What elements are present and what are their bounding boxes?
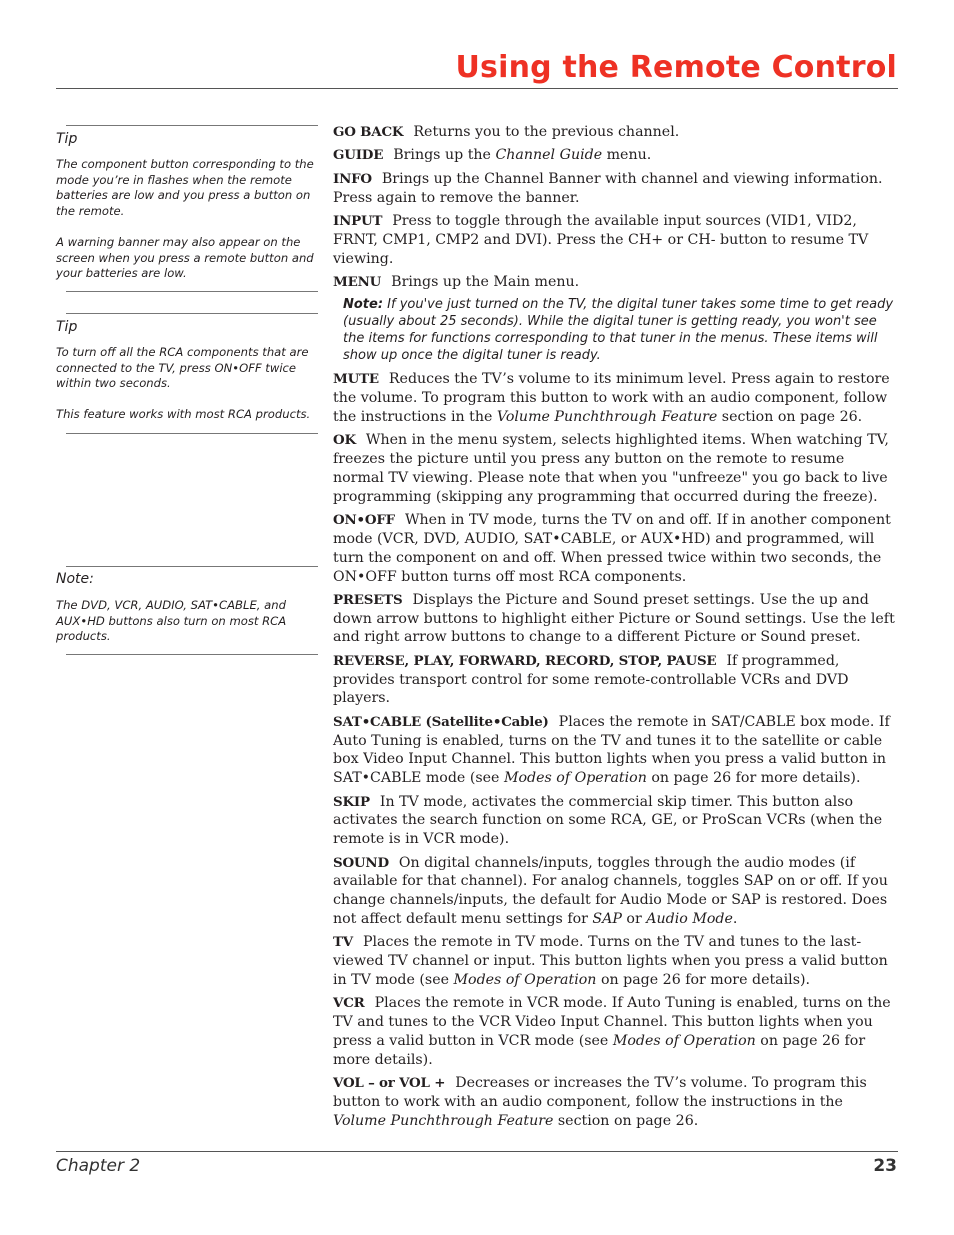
button-entry — [333, 652, 898, 708]
button-description: Places the remote in VCR mode. If Auto Tuning is enabled, turns on the TV and tunes to the VCR Video Input Channel. This button lights when you press a valid button in VCR mode (see — [333, 995, 891, 1049]
note-label: Note: — [343, 297, 384, 313]
button-description: section on page 26. — [553, 1112, 699, 1129]
button-entry — [333, 146, 898, 165]
reference-title: SAP — [592, 911, 622, 928]
page-number: 23 — [873, 1156, 897, 1176]
divider — [66, 291, 318, 292]
tip-paragraph: The component button corresponding to the mode you’re in flashes when the remote batteries are low and you press a button on the remote. — [56, 157, 314, 218]
digital-tuner-note — [343, 296, 898, 364]
tip-paragraph: To turn off all the RCA components that are connected to the TV, press ON•OFF twice within two seconds. — [56, 345, 309, 391]
note-heading: Note: — [56, 571, 94, 587]
button-term: GUIDE — [333, 147, 384, 164]
button-term: VCR — [333, 995, 365, 1012]
button-entry — [333, 994, 898, 1069]
button-term: SOUND — [333, 854, 389, 871]
button-description: or — [621, 911, 647, 928]
divider — [66, 433, 318, 434]
reference-title: Volume Punchthrough Feature — [333, 1112, 554, 1129]
button-description: On digital channels/inputs, toggles through the audio modes (if available for that channel). For analog channels, toggles SAP on or off. If you change channels/inputs, the default for Audio Mode or SAP is restored. Does not affect default menu settings for — [333, 854, 888, 928]
button-term: INPUT — [333, 212, 383, 229]
button-description: section on page 26. — [717, 408, 863, 425]
main-content — [333, 123, 898, 1135]
button-term: TV — [333, 934, 353, 951]
button-entry — [333, 511, 898, 586]
tip-body — [56, 157, 318, 297]
button-term: INFO — [333, 170, 372, 187]
button-term: ON•OFF — [333, 512, 395, 529]
button-description: on page 26 for more details). — [333, 1032, 866, 1068]
button-description: Reduces the TV’s volume to its minimum level. Press again to restore the volume. To program this button to work with an audio component, follow the instructions in the — [333, 371, 890, 425]
button-entry — [333, 273, 898, 292]
button-description: When in the menu system, selects highlighted items. When watching TV, freezes the picture until you press any button on the remote to resume normal TV viewing. Please note that when you "unfreeze" you go back to live programming (skipping any programming that occurred during the freeze). — [333, 432, 889, 505]
reference-title: Modes of Operation — [503, 770, 647, 787]
button-entry — [333, 854, 898, 929]
note-paragraph: The DVD, VCR, AUDIO, SAT•CABLE, and AUX•HD buttons also turn on most RCA products. — [56, 598, 287, 644]
button-entry — [333, 1074, 898, 1130]
button-term: REVERSE, PLAY, FORWARD, RECORD, STOP, PAUSE — [333, 652, 717, 669]
button-description: If programmed, provides transport control for some remote-controllable VCRs and DVD players. — [333, 652, 849, 707]
button-description: Decreases or increases the TV’s volume. To program this button to work with an audio component, follow the instructions in the — [333, 1075, 867, 1110]
tip-heading: Tip — [56, 131, 78, 147]
reference-title: Channel Guide — [495, 147, 603, 164]
button-entry — [333, 793, 898, 849]
button-description: Brings up the Channel Banner with channel and viewing information. Press again to remove the banner. — [333, 170, 883, 206]
reference-title: Volume Punchthrough Feature — [496, 408, 718, 425]
chapter-label: Chapter 2 — [56, 1156, 141, 1176]
button-description: Displays the Picture and Sound preset settings. Use the up and down arrow buttons to highlight either Picture or Sound settings. Use the left and right arrow buttons to change to a different Picture or Sound preset. — [333, 591, 895, 646]
button-description: Places the remote in TV mode. Turns on the TV and tunes to the last-viewed TV channel or input. This button lights when you press a valid button in TV mode (see — [333, 934, 888, 988]
button-term: PRESETS — [333, 591, 403, 608]
button-description: on page 26 for more details). — [646, 770, 861, 787]
divider — [66, 125, 318, 126]
button-description: Returns you to the previous channel. — [413, 124, 680, 140]
button-term: MUTE — [333, 371, 379, 388]
divider — [66, 566, 318, 567]
note-body — [56, 598, 318, 660]
tip-heading: Tip — [56, 319, 78, 335]
note-box — [56, 566, 318, 655]
button-description: Brings up the Main menu. — [391, 273, 580, 290]
button-entry — [333, 713, 898, 788]
reference-title: Modes of Operation — [612, 1032, 756, 1049]
button-description: . — [732, 911, 738, 928]
footer-divider — [56, 1151, 898, 1152]
button-entry — [333, 431, 898, 506]
button-entry — [333, 170, 898, 208]
button-entry — [333, 370, 898, 426]
divider — [66, 654, 318, 655]
button-term: SKIP — [333, 793, 370, 810]
button-entry — [333, 933, 898, 989]
tip-box-2 — [56, 313, 318, 434]
tip-body — [56, 345, 318, 439]
divider — [66, 313, 318, 314]
button-term: GO BACK — [333, 124, 404, 140]
button-description: Places the remote in SAT/CABLE box mode. If Auto Tuning is enabled, turns on the TV and tunes it to the satellite or cable box Video Input Channel. This button lights when you press a valid button in SAT•CABLE mode (see — [333, 713, 890, 787]
page-title: Using the Remote Control — [455, 50, 897, 85]
reference-title: Modes of Operation — [453, 972, 597, 988]
button-entry — [333, 591, 898, 647]
title-divider — [56, 88, 898, 89]
tip-paragraph: This feature works with most RCA products. — [56, 407, 311, 422]
button-term: OK — [333, 432, 356, 449]
tip-paragraph: A warning banner may also appear on the screen when you press a remote button and your batteries are low. — [56, 234, 314, 281]
button-term: SAT•CABLE (Satellite•Cable) — [333, 713, 549, 730]
button-term: MENU — [333, 273, 382, 290]
button-term: VOL – or VOL + — [333, 1075, 446, 1092]
reference-title: Audio Mode — [646, 911, 733, 928]
button-description: Press to toggle through the available input sources (VID1, VID2, FRNT, CMP1, CMP2 and DVI). Press the CH+ or CH- button to resume TV viewing. — [333, 212, 869, 267]
note-text: If you've just turned on the TV, the digital tuner takes some time to get ready (usually about 25 seconds). While the digital tuner is getting ready, you won't see the items for functions corresponding to that tuner in the menus. These items will show up once the digital tuner is ready. — [343, 297, 894, 364]
button-entry — [333, 212, 898, 268]
button-description: In TV mode, activates the commercial skip timer. This button also activates the search function on some RCA, GE, or ProScan VCRs (when the remote is in VCR mode). — [333, 793, 883, 848]
button-description: When in TV mode, turns the TV on and off. If in another component mode (VCR, DVD, AUDIO, SAT•CABLE, or AUX•HD) and programmed, will turn the component on and off. When pressed twice within two seconds, the ON•OFF button turns off most RCA components. — [333, 512, 891, 585]
tip-box-1 — [56, 125, 318, 292]
button-entry — [333, 123, 898, 142]
button-description: on page 26 for more details). — [596, 972, 811, 988]
button-description: Brings up the — [393, 147, 496, 164]
button-description: menu. — [602, 147, 652, 164]
